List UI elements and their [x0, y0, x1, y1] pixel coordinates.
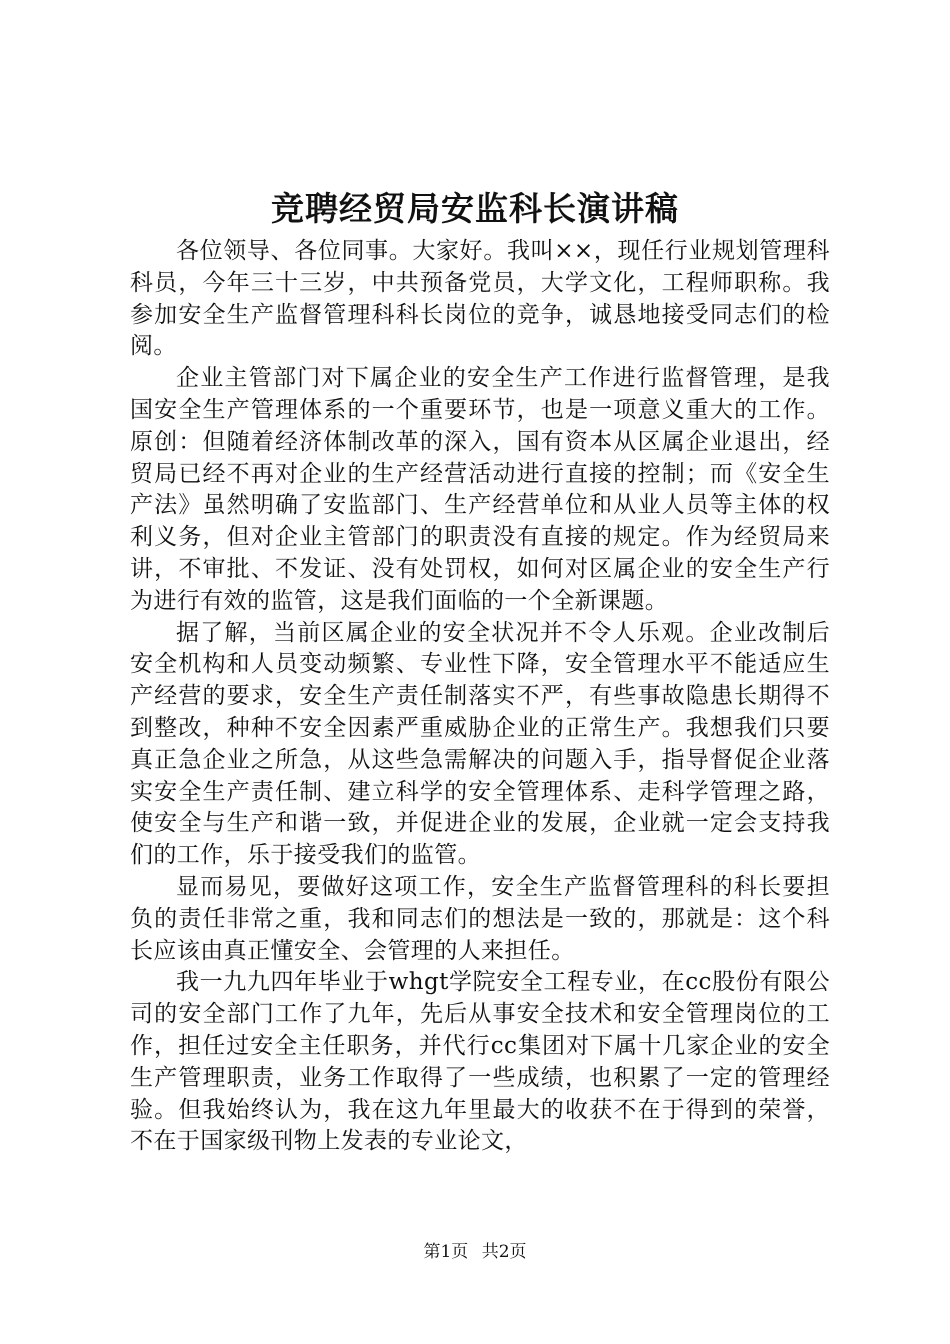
document-title: 竞聘经贸局安监科长演讲稿 — [271, 189, 679, 228]
page-total: 共2页 — [481, 1242, 527, 1262]
paragraph: 企业主管部门对下属企业的安全生产工作进行监督管理，是我国安全生产管理体系的一个重要环节，也是一项意义重大的工作。原创：但随着经济体制改革的深入，国有资本从区属企业退出，经贸局已经不再对企业的生产经营活动进行直接的控制；而《安全生产法》虽然明确了安监部门、生产经营单位和从业人员等主体的权利义务，但对企业主管部门的职责没有直接的规定。作为经贸局来讲，不审批、不发证、没有处罚权，如何对区属企业的安全生产行为进行有效的监管，这是我们面临的一个全新课题。 — [130, 365, 830, 614]
paragraph: 各位领导、各位同事。大家好。我叫××，现任行业规划管理科科员，今年三十三岁，中共预备党员，大学文化，工程师职称。我参加安全生产监督管理科科长岗位的竞争，诚恳地接受同志们的检阅。 — [130, 238, 830, 360]
document-body — [130, 236, 830, 1158]
page-footer — [0, 1241, 950, 1263]
paragraph: 显而易见，要做好这项工作，安全生产监督管理科的科长要担负的责任非常之重，我和同志们的想法是一致的，那就是：这个科长应该由真正懂安全、会管理的人来担任。 — [130, 873, 830, 964]
page-number: 第1页 — [423, 1242, 469, 1262]
paragraph: 据了解，当前区属企业的安全状况并不令人乐观。企业改制后安全机构和人员变动频繁、专业性下降，安全管理水平不能适应生产经营的要求，安全生产责任制落实不严，有些事故隐患长期得不到整改，种种不安全因素严重威胁企业的正常生产。我想我们只要真正急企业之所急，从这些急需解决的问题入手，指导督促企业落实安全生产责任制、建立科学的安全管理体系、走科学管理之路，使安全与生产和谐一致，并促进企业的发展，企业就一定会支持我们的工作，乐于接受我们的监管。 — [130, 619, 830, 869]
paragraph: 我一九九四年毕业于whgt学院安全工程专业，在cc股份有限公司的安全部门工作了九年，先后从事安全技术和安全管理岗位的工作，担任过安全主任职务，并代行cc集团对下属十几家企业的安全生产管理职责，业务工作取得了一些成绩，也积累了一定的管理经验。但我始终认为，我在这九年里最大的收获不在于得到的荣誉，不在于国家级刊物上发表的专业论文， — [130, 969, 830, 1155]
